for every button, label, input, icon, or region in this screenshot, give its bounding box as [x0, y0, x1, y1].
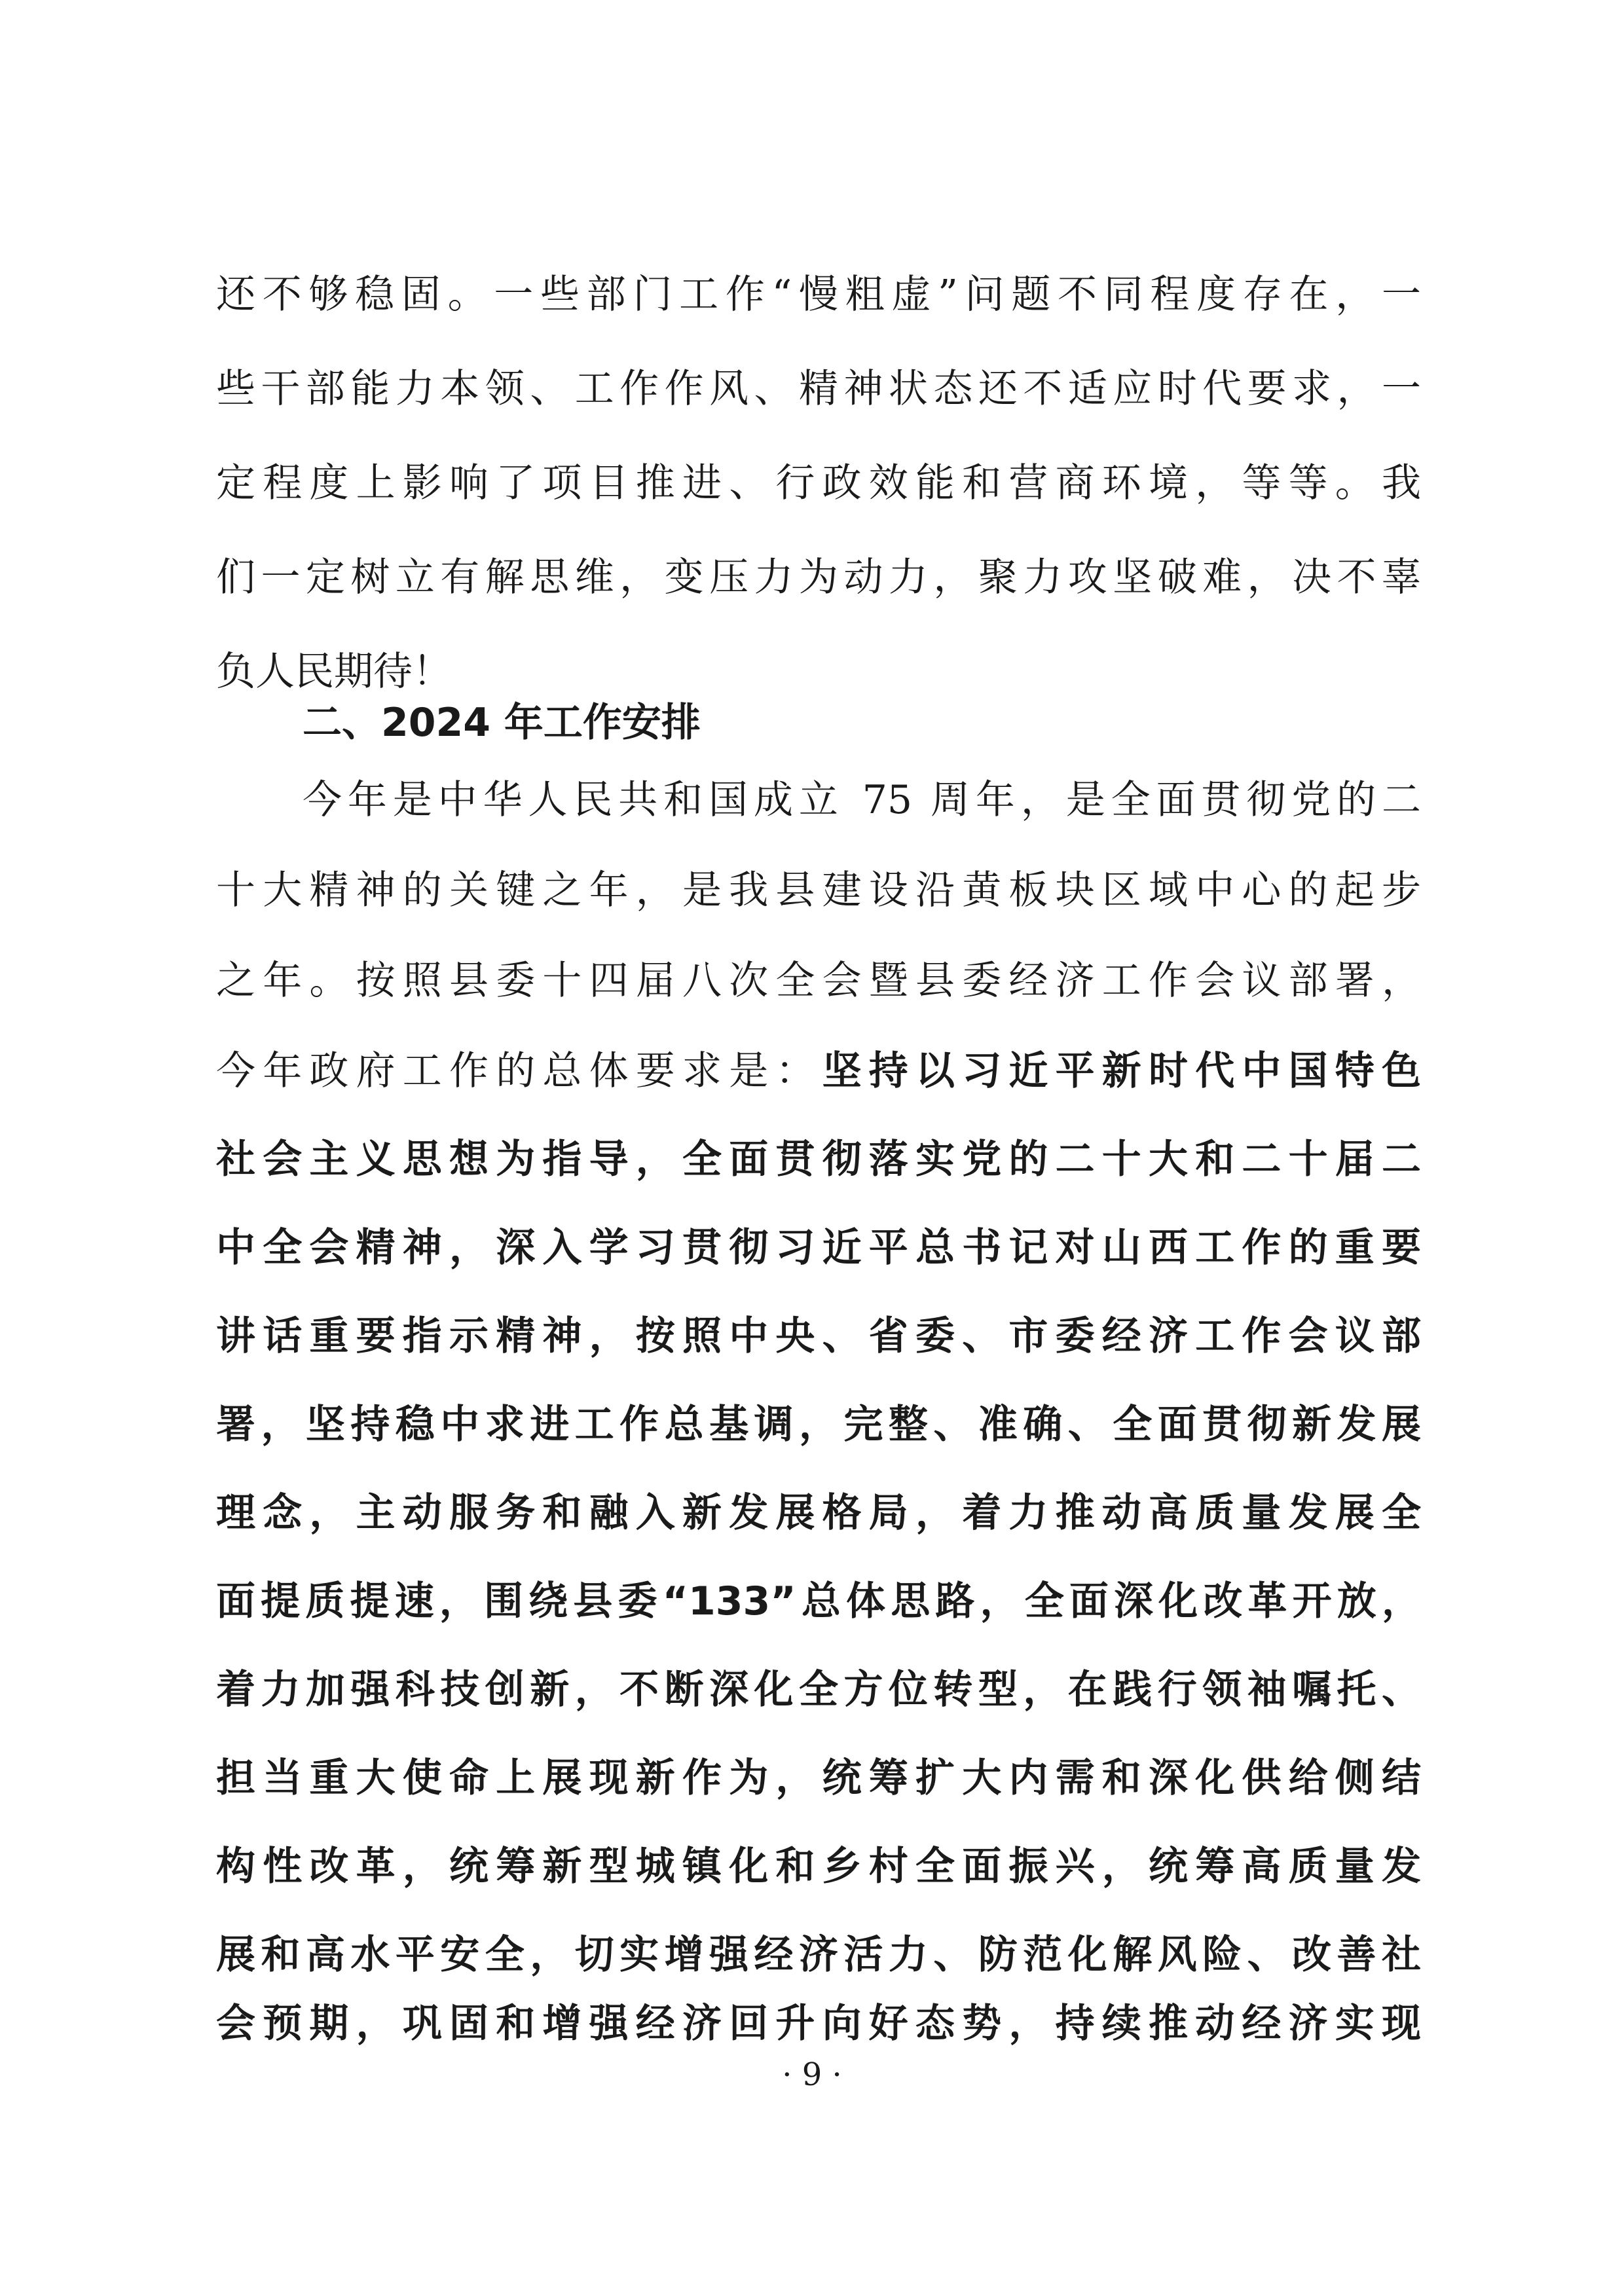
paragraph2-bold-text: 坚持以习近平新时代中国特色 [822, 1048, 1422, 1094]
paragraph2-bold-line: 会预期，巩固和增强经济回升向好态势，持续推动经济实现 [216, 2001, 1421, 2047]
paragraph2-plain-text: 今年政府工作的总体要求是： [216, 1048, 822, 1094]
paragraph1-line: 定程度上影响了项目推进、行政效能和营商环境，等等。我 [216, 460, 1421, 506]
paragraph2-bold-line: 理念，主动服务和融入新发展格局，着力推动高质量发展全 [216, 1490, 1421, 1536]
paragraph2-mixed-line [216, 1045, 1421, 1097]
page-number: · 9 · [782, 2056, 842, 2093]
paragraph1-line: 些干部能力本领、工作作风、精神状态还不适应时代要求，一 [216, 366, 1421, 412]
paragraph2-bold-line: 展和高水平安全，切实增强经济活力、防范化解风险、改善社 [216, 1932, 1421, 1978]
paragraph2-bold-line: 中全会精神，深入学习贯彻习近平总书记对山西工作的重要 [216, 1225, 1421, 1271]
paragraph2-line: 十大精神的关键之年，是我县建设沿黄板块区域中心的起步 [216, 867, 1421, 913]
paragraph2-bold-line: 署，坚持稳中求进工作总基调，完整、准确、全面贯彻新发展 [216, 1402, 1421, 1448]
paragraph2-bold-line: 担当重大使命上展现新作为，统筹扩大内需和深化供给侧结 [216, 1755, 1421, 1801]
section-heading: 二、2024 年工作安排 [303, 700, 701, 746]
paragraph2-bold-line: 面提质提速，围绕县委“133”总体思路，全面深化改革开放， [216, 1578, 1421, 1624]
paragraph2-line: 之年。按照县委十四届八次全会暨县委经济工作会议部署， [216, 958, 1421, 1004]
paragraph1-line: 还不够稳固。一些部门工作“慢粗虚”问题不同程度存在，一 [216, 272, 1421, 318]
paragraph2-bold-line: 社会主义思想为指导，全面贯彻落实党的二十大和二十届二 [216, 1137, 1421, 1182]
paragraph1-line: 们一定树立有解思维，变压力为动力，聚力攻坚破难，决不辜 [216, 555, 1421, 600]
paragraph2-bold-line: 讲话重要指示精神，按照中央、省委、市委经济工作会议部 [216, 1313, 1421, 1359]
paragraph2-bold-line: 构性改革，统筹新型城镇化和乡村全面振兴，统筹高质量发 [216, 1844, 1421, 1889]
paragraph2-bold-line: 着力加强科技创新，不断深化全方位转型，在践行领袖嘱托、 [216, 1667, 1421, 1713]
paragraph1-line: 负人民期待！ [216, 649, 452, 695]
paragraph2-line: 今年是中华人民共和国成立 75 周年，是全面贯彻党的二 [303, 777, 1421, 823]
